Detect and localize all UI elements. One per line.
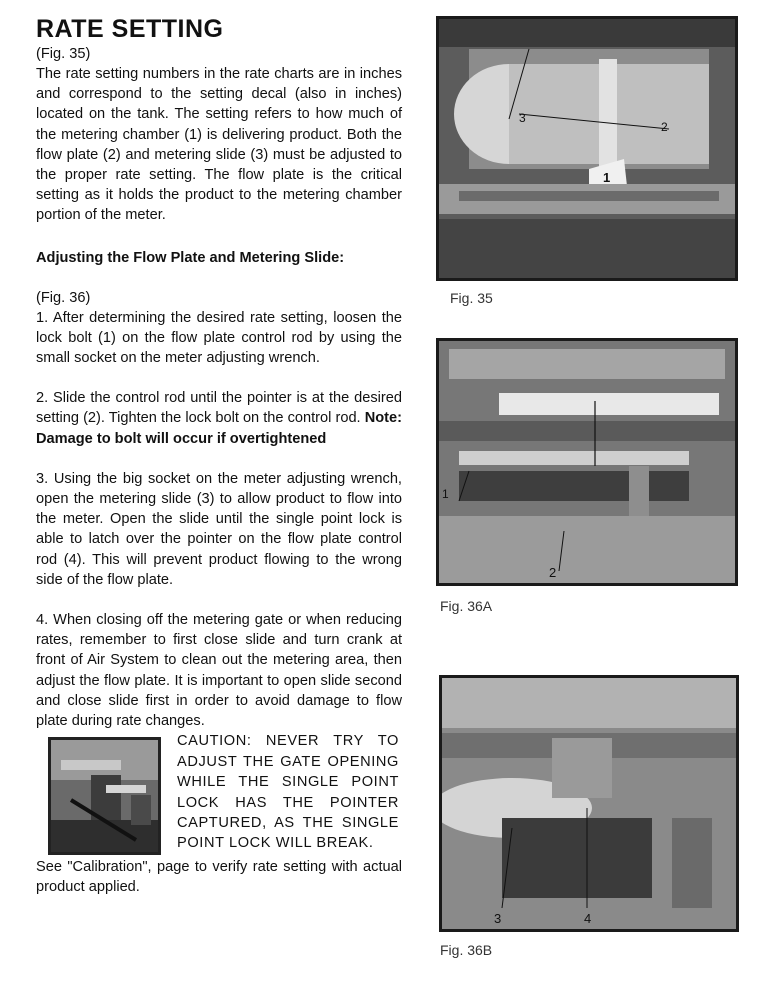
single-point-lock-photo [48, 737, 161, 855]
text-column [36, 14, 402, 898]
fig-36-reference: (Fig. 36) [36, 289, 91, 306]
step-2-text: 2. Slide the control rod until the pointer is at the desired setting (2). Tighten the lock bolt on the control rod. [36, 390, 402, 427]
fig-36b-photo [439, 675, 739, 932]
fig-36a-label: 2 [549, 565, 557, 580]
section-heading: Adjusting the Flow Plate and Metering Slide: [36, 249, 345, 266]
single-point-lock-image [51, 740, 158, 852]
caution-block [36, 733, 402, 855]
fig-35-photo [436, 16, 738, 281]
step-2 [36, 388, 402, 449]
caution-warning: CAUTION: NEVER TRY TO ADJUST THE GATE OPENING WHILE THE SINGLE POINT LOCK HAS THE POINTER CAPTURED, AS THE SINGLE POINT LOCK WILL BREAK. [177, 733, 399, 852]
intro-paragraph: The rate setting numbers in the rate charts are in inches and correspond to the setting decal (also in inches) located on the tank. The setting refers to how much of the metering chamber (1) is delivering product. Both the flow plate (2) and metering slide (3) must be adjusted to the proper rate setting. The flow plate is the critical setting as it holds the product to the metering chamber portion of the meter. [36, 66, 402, 224]
fig-36a-caption: Fig. 36A [440, 598, 493, 614]
fig-36b-label: 3 [494, 911, 502, 926]
step-2-note: Note: Damage to bolt will occur if overtightened [36, 410, 402, 447]
fig-36b-caption: Fig. 36B [440, 942, 493, 958]
fig-35-caption: Fig. 35 [450, 290, 493, 306]
fig-36b-label: 4 [584, 911, 592, 926]
step-3: 3. Using the big socket on the meter adjusting wrench, open the metering slide (3) to allow product to flow into the meter. Open the slide until the single point lock is able to latch over the pointer on the flow plate control rod (4). This will prevent product flowing to the wrong side of the flow plate. [36, 470, 402, 588]
fig-35-label: 3 [519, 111, 526, 125]
calibration-reference: See "Calibration", page to verify rate setting with actual product applied. [36, 859, 402, 896]
fig-36a-photo [436, 338, 738, 586]
fig-36a-label: 1 [442, 487, 449, 501]
page-title: RATE SETTING [36, 15, 224, 43]
fig-35-reference: (Fig. 35) [36, 46, 91, 62]
step-4: 4. When closing off the metering gate or when reducing rates, remember to first close slide and turn crank at front of Air System to clean out the metering area, then adjust the flow plate. It is important to open slide second and close slide first in order to avoid damage to flow plate during rate changes. [36, 612, 402, 730]
fig-35-label: 1 [603, 170, 611, 185]
fig-35-label: 2 [661, 120, 668, 134]
step-1: 1. After determining the desired rate setting, loosen the lock bolt (1) on the flow plate control rod by using the small socket on the meter adjusting wrench. [36, 309, 402, 367]
